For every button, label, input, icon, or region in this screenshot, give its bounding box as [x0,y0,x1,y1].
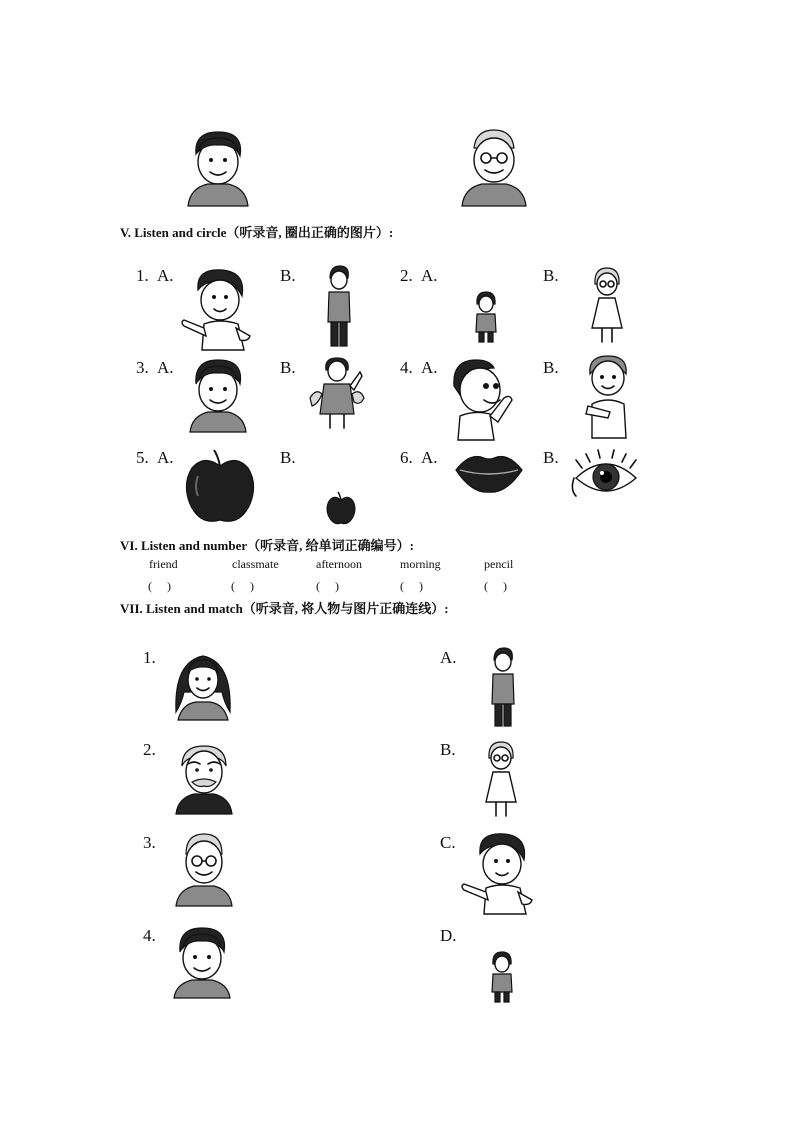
item-3-number: 3. [136,358,149,377]
tall-boy-match-picture[interactable] [490,648,516,728]
boy-portrait-match[interactable] [172,926,232,998]
mouth-lips-picture[interactable] [454,450,524,494]
match-left-4-number: 4. [143,926,156,945]
section-5-heading: V. Listen and circle（听录音, 圈出正确的图片）: [120,225,394,240]
boy-portrait-picture[interactable] [188,358,248,432]
match-left-1-number: 1. [143,648,156,667]
item-4-option-a-label: A. [421,358,438,377]
item-5-option-b-label: B. [280,448,296,467]
item-6-option-a-label: A. [421,448,438,467]
man-glasses-portrait[interactable] [174,832,234,906]
eye-picture[interactable] [572,450,640,502]
match-right-a-label: A. [440,648,457,667]
answer-blank-classmate[interactable]: ( ) [231,579,254,593]
item-6-option-b-label: B. [543,448,559,467]
boy-pointing-self-picture[interactable] [584,354,632,438]
item-5-number: 5. [136,448,149,467]
long-hair-girl-portrait[interactable] [174,652,232,720]
item-2-option-b-label: B. [543,266,559,285]
item-5-option-a-label: A. [157,448,174,467]
grandpa-glasses-top-right [460,126,528,206]
answer-blank-afternoon[interactable]: ( ) [316,579,339,593]
grandpa-portrait[interactable] [174,742,234,814]
item-4-number: 4. [400,358,413,377]
word-friend: friend [149,557,178,571]
word-afternoon: afternoon [316,557,362,571]
small-girl-overalls-match-picture[interactable] [490,952,514,1004]
match-right-d-label: D. [440,926,457,945]
answer-blank-pencil[interactable]: ( ) [484,579,507,593]
item-1-number: 1. [136,266,149,285]
item-2-option-a-label: A. [421,266,438,285]
girl-dress-match-picture[interactable] [484,742,518,820]
word-pencil: pencil [484,557,514,571]
boy-portrait-top-left [186,128,250,206]
boy-pointing-match-picture[interactable] [458,830,536,914]
girl-dress-glasses-picture[interactable] [590,268,624,346]
answer-blank-morning[interactable]: ( ) [400,579,423,593]
tall-boy-picture[interactable] [326,266,352,348]
item-6-number: 6. [400,448,413,467]
word-morning: morning [400,557,441,571]
match-right-c-label: C. [440,833,456,852]
small-girl-overalls-picture[interactable] [474,292,498,344]
small-apple-picture[interactable] [326,492,356,526]
match-right-b-label: B. [440,740,456,759]
boy-waving-picture[interactable] [450,356,516,440]
match-left-3-number: 3. [143,833,156,852]
section-7-heading: VII. Listen and match（听录音, 将人物与图片正确连线）: [120,601,449,616]
match-left-2-number: 2. [143,740,156,759]
word-classmate: classmate [232,557,279,571]
woman-waving-picture[interactable] [310,358,364,430]
item-3-option-b-label: B. [280,358,296,377]
big-apple-picture[interactable] [184,450,258,526]
boy-pointing-picture[interactable] [178,266,254,350]
item-4-option-b-label: B. [543,358,559,377]
item-1-option-b-label: B. [280,266,296,285]
section-6-heading: VI. Listen and number（听录音, 给单词正确编号）: [120,538,414,553]
answer-blank-friend[interactable]: ( ) [148,579,171,593]
item-1-option-a-label: A. [157,266,174,285]
item-2-number: 2. [400,266,413,285]
item-3-option-a-label: A. [157,358,174,377]
